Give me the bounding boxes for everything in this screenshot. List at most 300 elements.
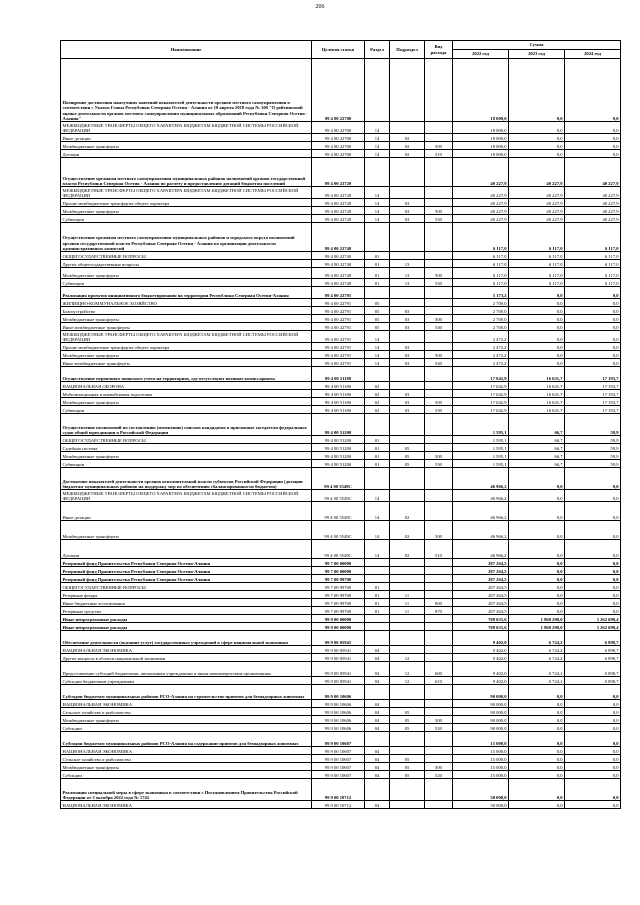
row-subsection: [390, 567, 425, 575]
table-row: [61, 599, 621, 607]
row-section: 02: [365, 382, 390, 390]
row-subsection: 11: [390, 591, 425, 599]
row-sum-2023: 0,0: [509, 779, 565, 801]
row-expense-type: [425, 444, 453, 452]
row-sum-2024: 0,0: [565, 299, 621, 307]
row-target-article: 99 9 00 00000: [312, 615, 365, 623]
row-name: Резервный фонд Правительства Республики Северная Осетия-Алания: [61, 575, 312, 583]
row-name: Прочие межбюджетные трансферты общего характера: [61, 343, 312, 351]
row-name: Иные межбюджетные трансферты: [61, 359, 312, 367]
row-sum-2024: 0,0: [565, 331, 621, 343]
row-sum-2022: 2 700,0: [453, 323, 509, 331]
row-target-article: 99 4 00 22791: [312, 331, 365, 343]
row-sum-2024: 59,9: [565, 436, 621, 444]
row-sum-2024: 0,0: [565, 323, 621, 331]
row-sum-2023: 66,7: [509, 414, 565, 436]
row-expense-type: [425, 382, 453, 390]
row-sum-2023: 0,0: [509, 708, 565, 716]
table-row: [61, 444, 621, 452]
table-row: [61, 187, 621, 199]
row-expense-type: 600: [425, 662, 453, 677]
table-row: [61, 414, 621, 436]
row-sum-2023: 40 227,9: [509, 187, 565, 199]
row-name: Дотации: [61, 540, 312, 559]
row-sum-2022: 2 700,0: [453, 307, 509, 315]
row-subsection: 13: [390, 260, 425, 268]
row-expense-type: [425, 747, 453, 755]
row-subsection: 03: [390, 315, 425, 323]
row-target-article: 99 9 00 10607: [312, 732, 365, 747]
row-name: Межбюджетные трансферты: [61, 351, 312, 359]
row-name: Межбюджетные трансферты: [61, 142, 312, 150]
table-row: [61, 631, 621, 646]
row-name: Иные дотации: [61, 134, 312, 142]
row-sum-2024: 0,0: [565, 747, 621, 755]
row-subsection: [390, 59, 425, 122]
row-target-article: 99 9 00 10606: [312, 724, 365, 732]
header-section: Раздел: [365, 41, 390, 59]
row-section: [365, 158, 390, 187]
row-target-article: 99 4 00 51180: [312, 367, 365, 382]
row-name: Межбюджетные трансферты: [61, 268, 312, 279]
row-expense-type: [425, 252, 453, 260]
row-sum-2024: 0,0: [565, 724, 621, 732]
row-section: 01: [365, 452, 390, 460]
row-subsection: 11: [390, 607, 425, 615]
table-row: [61, 359, 621, 367]
row-subsection: [390, 685, 425, 700]
row-sum-2023: 6 117,0: [509, 268, 565, 279]
table-row: [61, 646, 621, 654]
row-sum-2024: 17 193,7: [565, 398, 621, 406]
row-sum-2023: 0,0: [509, 801, 565, 809]
table-row: [61, 279, 621, 287]
table-row: [61, 521, 621, 540]
row-section: [365, 468, 390, 490]
row-sum-2022: 17 042,9: [453, 406, 509, 414]
row-sum-2023: 0,0: [509, 583, 565, 591]
row-section: 04: [365, 771, 390, 779]
row-subsection: [390, 583, 425, 591]
row-sum-2022: 15 000,0: [453, 755, 509, 763]
row-sum-2024: 0,0: [565, 583, 621, 591]
row-sum-2023: 0,0: [509, 490, 565, 502]
row-sum-2023: 0,0: [509, 468, 565, 490]
row-target-article: 99 4 00 51180: [312, 390, 365, 398]
row-name: Субвенции: [61, 460, 312, 468]
row-name: Прочие межбюджетные трансферты общего характера: [61, 199, 312, 207]
row-subsection: [390, 158, 425, 187]
row-name: Межбюджетные трансферты: [61, 521, 312, 540]
row-sum-2022: 6 117,0: [453, 279, 509, 287]
row-section: 01: [365, 591, 390, 599]
row-section: 14: [365, 490, 390, 502]
row-name: Реализация специальной меры в сфере экономики в соответствии с Постановлением Правительства Российской Федерации от 3 октября 2022 года № 1745: [61, 779, 312, 801]
row-sum-2024: 40 227,9: [565, 215, 621, 223]
row-sum-2024: 6 898,7: [565, 646, 621, 654]
row-name: Другие общегосударственные вопросы: [61, 260, 312, 268]
row-expense-type: 500: [425, 716, 453, 724]
row-sum-2024: 0,0: [565, 351, 621, 359]
row-expense-type: [425, 502, 453, 521]
row-target-article: 99 4 00 5549С: [312, 502, 365, 521]
row-target-article: 99 4 00 22720: [312, 207, 365, 215]
row-section: 01: [365, 436, 390, 444]
row-sum-2023: 0,0: [509, 540, 565, 559]
row-expense-type: [425, 708, 453, 716]
row-section: 14: [365, 207, 390, 215]
row-target-article: 99 9 00 05941: [312, 677, 365, 685]
row-sum-2022: 9 402,0: [453, 662, 509, 677]
row-sum-2024: 0,0: [565, 490, 621, 502]
row-expense-type: [425, 331, 453, 343]
row-subsection: [390, 559, 425, 567]
row-sum-2024: 0,0: [565, 801, 621, 809]
row-sum-2022: 287 264,5: [453, 559, 509, 567]
row-sum-2024: 0,0: [565, 287, 621, 299]
row-name: Межбюджетные трансферты: [61, 398, 312, 406]
row-subsection: 13: [390, 268, 425, 279]
row-sum-2022: 287 264,5: [453, 607, 509, 615]
table-row: [61, 724, 621, 732]
row-sum-2023: 6 117,0: [509, 279, 565, 287]
row-sum-2023: 66,7: [509, 452, 565, 460]
row-section: 14: [365, 215, 390, 223]
row-sum-2022: 90 000,0: [453, 724, 509, 732]
row-sum-2024: 0,0: [565, 599, 621, 607]
row-sum-2022: 46 966,2: [453, 540, 509, 559]
row-sum-2022: 40 227,9: [453, 158, 509, 187]
table-row: [61, 540, 621, 559]
row-section: 01: [365, 583, 390, 591]
row-sum-2022: 17 042,9: [453, 398, 509, 406]
row-subsection: 05: [390, 755, 425, 763]
row-sum-2024: 6 117,0: [565, 223, 621, 252]
row-section: 01: [365, 260, 390, 268]
table-row: [61, 763, 621, 771]
row-subsection: 02: [390, 134, 425, 142]
row-sum-2023: 0,0: [509, 351, 565, 359]
row-expense-type: 500: [425, 398, 453, 406]
row-subsection: 05: [390, 716, 425, 724]
row-sum-2023: 6 724,2: [509, 646, 565, 654]
row-subsection: [390, 299, 425, 307]
row-sum-2022: 9 402,0: [453, 654, 509, 662]
row-sum-2024: 59,9: [565, 460, 621, 468]
row-sum-2023: 6 117,0: [509, 223, 565, 252]
row-target-article: 99 4 00 22720: [312, 199, 365, 207]
row-sum-2024: 6 898,7: [565, 677, 621, 685]
row-target-article: 99 4 00 22700: [312, 150, 365, 158]
row-name: Межбюджетные трансферты: [61, 452, 312, 460]
row-name: Межбюджетные трансферты: [61, 716, 312, 724]
row-sum-2023: 0,0: [509, 359, 565, 367]
row-name: МЕЖБЮДЖЕТНЫЕ ТРАНСФЕРТЫ ОБЩЕГО ХАРАКТЕРА БЮДЖЕТАМ БЮДЖЕТНОЙ СИСТЕМЫ РОССИЙСКОЙ ФЕДЕРАЦИИ: [61, 187, 312, 199]
row-expense-type: [425, 646, 453, 654]
row-expense-type: [425, 575, 453, 583]
row-target-article: 99 7 00 00000: [312, 567, 365, 575]
row-sum-2023: 0,0: [509, 343, 565, 351]
row-name: Резервный фонд Правительства Республики Северная Осетия-Алания: [61, 559, 312, 567]
header-subsection: Подраздел: [390, 41, 425, 59]
row-sum-2022: 40 227,9: [453, 199, 509, 207]
row-section: 01: [365, 607, 390, 615]
row-target-article: 99 4 00 22791: [312, 287, 365, 299]
row-name: Сельское хозяйство и рыболовство: [61, 755, 312, 763]
row-section: [365, 567, 390, 575]
row-subsection: [390, 779, 425, 801]
row-expense-type: [425, 755, 453, 763]
table-row: [61, 685, 621, 700]
row-section: 05: [365, 315, 390, 323]
row-sum-2024: 0,0: [565, 359, 621, 367]
row-sum-2022: 30 000,0: [453, 801, 509, 809]
row-target-article: 99 4 00 22740: [312, 268, 365, 279]
row-sum-2023: 66,7: [509, 460, 565, 468]
row-section: [365, 575, 390, 583]
row-expense-type: 530: [425, 406, 453, 414]
row-section: 04: [365, 724, 390, 732]
row-expense-type: 510: [425, 150, 453, 158]
row-expense-type: [425, 732, 453, 747]
row-sum-2023: 0,0: [509, 287, 565, 299]
table-row: [61, 323, 621, 331]
header-year-2023: 2023 год: [509, 50, 565, 59]
row-subsection: 05: [390, 444, 425, 452]
row-expense-type: [425, 390, 453, 398]
row-target-article: 99 9 00 05941: [312, 631, 365, 646]
table-row: [61, 307, 621, 315]
table-row: [61, 591, 621, 599]
row-sum-2023: 16 631,7: [509, 382, 565, 390]
row-target-article: 99 4 00 22700: [312, 59, 365, 122]
header-expense-type: Вид расхода: [425, 41, 453, 59]
row-sum-2024: 0,0: [565, 468, 621, 490]
row-expense-type: [425, 583, 453, 591]
row-name: Достижение показателей деятельности органов исполнительной власти субъектов Российской Федерации (дотации бюджетам муниципальных районов на поддержку мер по обеспечению сбалансированности бюджетов): [61, 468, 312, 490]
table-row: [61, 199, 621, 207]
row-subsection: [390, 623, 425, 631]
row-subsection: 13: [390, 279, 425, 287]
table-row: [61, 331, 621, 343]
row-expense-type: [425, 367, 453, 382]
table-row: [61, 252, 621, 260]
table-row: [61, 268, 621, 279]
row-sum-2024: 0,0: [565, 315, 621, 323]
row-section: 01: [365, 460, 390, 468]
table-row: [61, 779, 621, 801]
row-target-article: 99 4 00 5549С: [312, 521, 365, 540]
table-row: [61, 59, 621, 122]
page-number: 206: [315, 4, 325, 10]
row-subsection: 12: [390, 662, 425, 677]
row-name: Дотации: [61, 150, 312, 158]
row-subsection: 03: [390, 406, 425, 414]
row-subsection: [390, 615, 425, 623]
row-name: Межбюджетные трансферты: [61, 315, 312, 323]
table-row: [61, 700, 621, 708]
row-subsection: 05: [390, 724, 425, 732]
table-row: [61, 583, 621, 591]
row-sum-2022: 46 966,2: [453, 502, 509, 521]
row-subsection: [390, 468, 425, 490]
table-row: [61, 677, 621, 685]
table-row: [61, 287, 621, 299]
row-target-article: 99 7 00 00000: [312, 559, 365, 567]
row-sum-2022: 46 966,2: [453, 490, 509, 502]
row-sum-2022: 287 264,5: [453, 575, 509, 583]
row-sum-2024: 0,0: [565, 134, 621, 142]
row-name: ЖИЛИЩНО-КОММУНАЛЬНОЕ ХОЗЯЙСТВО: [61, 299, 312, 307]
row-sum-2022: 287 264,5: [453, 567, 509, 575]
row-expense-type: 500: [425, 763, 453, 771]
row-name: НАЦИОНАЛЬНАЯ ЭКОНОМИКА: [61, 747, 312, 755]
row-expense-type: 540: [425, 323, 453, 331]
row-sum-2023: 6 117,0: [509, 252, 565, 260]
row-target-article: 99 4 00 22700: [312, 134, 365, 142]
row-expense-type: 530: [425, 460, 453, 468]
row-subsection: 03: [390, 215, 425, 223]
row-name: НАЦИОНАЛЬНАЯ ЭКОНОМИКА: [61, 700, 312, 708]
row-target-article: 99 4 00 51180: [312, 406, 365, 414]
row-subsection: 05: [390, 763, 425, 771]
row-sum-2022: 18 000,0: [453, 59, 509, 122]
row-sum-2024: 0,0: [565, 779, 621, 801]
row-section: 14: [365, 122, 390, 134]
table-row: [61, 623, 621, 631]
row-sum-2023: 0,0: [509, 771, 565, 779]
row-target-article: 99 9 00 10606: [312, 716, 365, 724]
row-name: Резервный фонд Правительства Республики Северная Осетия-Алания: [61, 567, 312, 575]
row-sum-2022: 2 700,0: [453, 315, 509, 323]
header-sum: Сумма: [453, 41, 621, 50]
row-sum-2022: 15 000,0: [453, 732, 509, 747]
table-row: [61, 142, 621, 150]
row-section: 14: [365, 187, 390, 199]
row-name: НАЦИОНАЛЬНАЯ ЭКОНОМИКА: [61, 801, 312, 809]
row-subsection: 03: [390, 199, 425, 207]
table-row: [61, 390, 621, 398]
row-sum-2024: 0,0: [565, 732, 621, 747]
row-sum-2024: 17 193,7: [565, 390, 621, 398]
header-year-2022: 2022 год: [453, 50, 509, 59]
row-subsection: 11: [390, 599, 425, 607]
row-section: 05: [365, 307, 390, 315]
table-row: [61, 351, 621, 359]
row-name: Сельское хозяйство и рыболовство: [61, 708, 312, 716]
row-name: Осуществление полномочий по составлению (изменению) списков кандидатов в присяжные заседатели федеральных судов общей юрисдикции в Российской Федерации: [61, 414, 312, 436]
row-name: Реализация проектов инициативного бюджетирования на территории Республики Северная Осетия-Алания: [61, 287, 312, 299]
row-name: Осуществление первичного воинского учета на территориях, где отсутствуют военные комиссариаты: [61, 367, 312, 382]
row-section: 05: [365, 323, 390, 331]
row-expense-type: [425, 122, 453, 134]
row-section: 01: [365, 252, 390, 260]
row-subsection: [390, 122, 425, 134]
row-sum-2024: 0,0: [565, 575, 621, 583]
row-name: МЕЖБЮДЖЕТНЫЕ ТРАНСФЕРТЫ ОБЩЕГО ХАРАКТЕРА БЮДЖЕТАМ БЮДЖЕТНОЙ СИСТЕМЫ РОССИЙСКОЙ ФЕДЕРАЦИИ: [61, 331, 312, 343]
row-name: Субсидии: [61, 771, 312, 779]
table-row: [61, 382, 621, 390]
row-name: Субвенции: [61, 406, 312, 414]
row-expense-type: [425, 343, 453, 351]
row-name: Судебная система: [61, 444, 312, 452]
table-row: [61, 134, 621, 142]
row-section: 14: [365, 351, 390, 359]
row-sum-2023: 0,0: [509, 747, 565, 755]
row-name: Осуществление органами местного самоуправления муниципальных районов полномочий органов государственной власти Республики Северная Осетия - Алания по расчету и предоставлению дотаций бюджетам поселений: [61, 158, 312, 187]
row-target-article: 99 9 00 05941: [312, 654, 365, 662]
row-sum-2022: 2 473,2: [453, 331, 509, 343]
header-target-article: Целевая статья: [312, 41, 365, 59]
row-sum-2022: 15 000,0: [453, 763, 509, 771]
row-sum-2024: 0,0: [565, 307, 621, 315]
row-expense-type: [425, 436, 453, 444]
row-section: 02: [365, 390, 390, 398]
row-expense-type: 530: [425, 279, 453, 287]
row-sum-2022: 30 000,0: [453, 779, 509, 801]
row-target-article: 99 4 00 51200: [312, 460, 365, 468]
table-row: [61, 343, 621, 351]
row-sum-2024: 17 193,7: [565, 406, 621, 414]
row-name: Благоустройство: [61, 307, 312, 315]
row-subsection: [390, 382, 425, 390]
table-row: [61, 575, 621, 583]
row-expense-type: [425, 287, 453, 299]
table-row: [61, 607, 621, 615]
row-subsection: 12: [390, 677, 425, 685]
row-expense-type: [425, 685, 453, 700]
row-sum-2022: 287 264,5: [453, 591, 509, 599]
row-sum-2023: 0,0: [509, 575, 565, 583]
row-expense-type: 520: [425, 724, 453, 732]
table-row: [61, 299, 621, 307]
row-section: 01: [365, 444, 390, 452]
row-expense-type: 500: [425, 142, 453, 150]
row-target-article: 99 4 00 51200: [312, 452, 365, 460]
row-sum-2023: 40 227,9: [509, 215, 565, 223]
row-target-article: 99 4 00 22791: [312, 323, 365, 331]
table-row: [61, 150, 621, 158]
row-section: [365, 631, 390, 646]
table-row: [61, 436, 621, 444]
row-target-article: 99 9 00 10606: [312, 685, 365, 700]
row-sum-2023: 0,0: [509, 150, 565, 158]
row-section: [365, 367, 390, 382]
row-sum-2022: 1 595,1: [453, 452, 509, 460]
row-name: Субвенции: [61, 279, 312, 287]
table-row: [61, 207, 621, 215]
row-sum-2024: 0,0: [565, 122, 621, 134]
row-sum-2022: 1 595,1: [453, 436, 509, 444]
row-target-article: 99 9 00 10607: [312, 763, 365, 771]
row-sum-2022: 287 264,5: [453, 583, 509, 591]
row-target-article: 99 9 00 10712: [312, 779, 365, 801]
table-row: [61, 158, 621, 187]
row-name: ОБЩЕГОСУДАРСТВЕННЫЕ ВОПРОСЫ: [61, 583, 312, 591]
row-sum-2024: 0,0: [565, 607, 621, 615]
row-target-article: 99 4 00 22791: [312, 359, 365, 367]
row-sum-2022: 6 117,0: [453, 252, 509, 260]
row-name: Иные непрограммные расходы: [61, 615, 312, 623]
row-sum-2024: 0,0: [565, 343, 621, 351]
row-sum-2022: 40 227,9: [453, 215, 509, 223]
row-target-article: 99 4 00 22791: [312, 351, 365, 359]
row-name: Резервные средства: [61, 607, 312, 615]
table-row: [61, 460, 621, 468]
row-sum-2024: 0,0: [565, 142, 621, 150]
row-expense-type: [425, 260, 453, 268]
row-sum-2022: 9 402,0: [453, 677, 509, 685]
